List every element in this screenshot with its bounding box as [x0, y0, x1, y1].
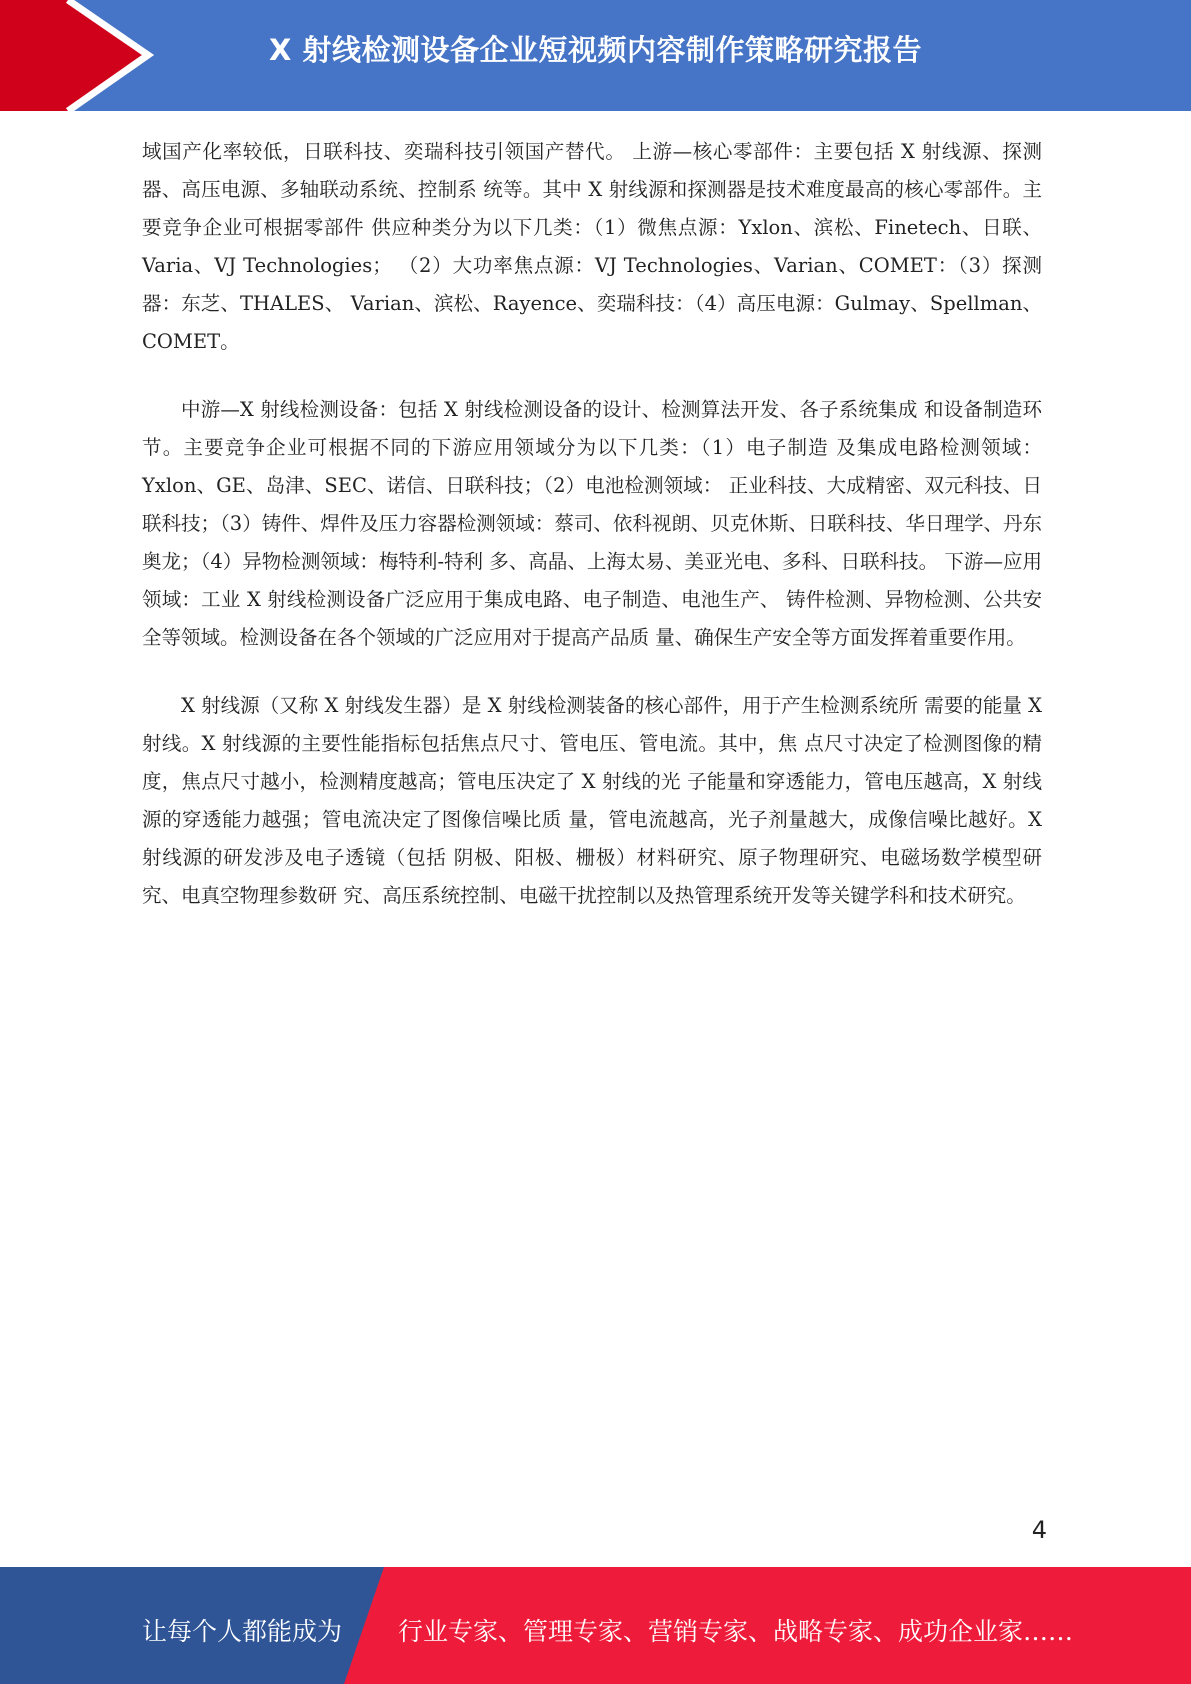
header-banner — [0, 0, 1191, 111]
paragraph-upstream: 域国产化率较低，日联科技、奕瑞科技引领国产替代。 上游—核心零部件：主要包括 X 射线源、探测器、高压电源、多轴联动系统、控制系 统等。其中 X 射线源和探测器是技术难度最高的核心零部件。主要竞争企业可根据零部件 供应种类分为以下几类：（1）微焦点源：Yxlon、滨松、Finetech、日联、Varia、VJ Technologies； （2）大功率焦点源：VJ Technologies、Varian、COMET：（3）探测器：东芝、THALES、 Varian、滨松、Rayence、奕瑞科技：（4）高压电源：Gulmay、Spellman、COMET。 — [142, 140, 1042, 353]
paragraph-midstream: 中游—X 射线检测设备：包括 X 射线检测设备的设计、检测算法开发、各子系统集成 和设备制造环节。主要竞争企业可根据不同的下游应用领域分为以下几类：（1）电子制造 及集成电路检测领域：Yxlon、GE、岛津、SEC、诺信、日联科技；（2）电池检测领域： 正业科技、大成精密、双元科技、日联科技；（3）铸件、焊件及压力容器检测领域：蔡司、依科视朗、贝克休斯、日联科技、华日理学、丹东奥龙；（4）异物检测领域：梅特利-特利 多、高晶、上海太易、美亚光电、多科、日联科技。 下游—应用领域：工业 X 射线检测设备广泛应用于集成电路、电子制造、电池生产、 铸件检测、异物检测、公共安全等领域。检测设备在各个领域的广泛应用对于提高产品质 量、确保生产安全等方面发挥着重要作用。 — [142, 398, 1042, 649]
footer-slogan-lead: 让每个人都能成为 — [142, 1617, 343, 1646]
paragraph-xray-source: X 射线源（又称 X 射线发生器）是 X 射线检测装备的核心部件，用于产生检测系统所 需要的能量 X 射线。X 射线源的主要性能指标包括焦点尺寸、管电压、管电流。其中，焦 点尺寸决定了检测图像的精度，焦点尺寸越小，检测精度越高；管电压决定了 X 射线的光 子能量和穿透能力，管电压越高，X 射线源的穿透能力越强；管电流决定了图像信噪比质 量，管电流越高，光子剂量越大，成像信噪比越好。X 射线源的研发涉及电子透镜（包括 阴极、阳极、栅极）材料研究、原子物理研究、电磁场数学模型研究、电真空物理参数研 究、高压系统控制、电磁干扰控制以及热管理系统开发等关键学科和技术研究。 — [142, 694, 1042, 907]
footer-slogan-roles: 行业专家、管理专家、营销专家、战略专家、成功企业家…… — [398, 1617, 1074, 1646]
document-body — [142, 133, 1042, 945]
footer-banner — [0, 1567, 1191, 1684]
page-number: 4 — [1031, 1516, 1047, 1544]
report-title: X 射线检测设备企业短视频内容制作策略研究报告 — [269, 33, 922, 67]
